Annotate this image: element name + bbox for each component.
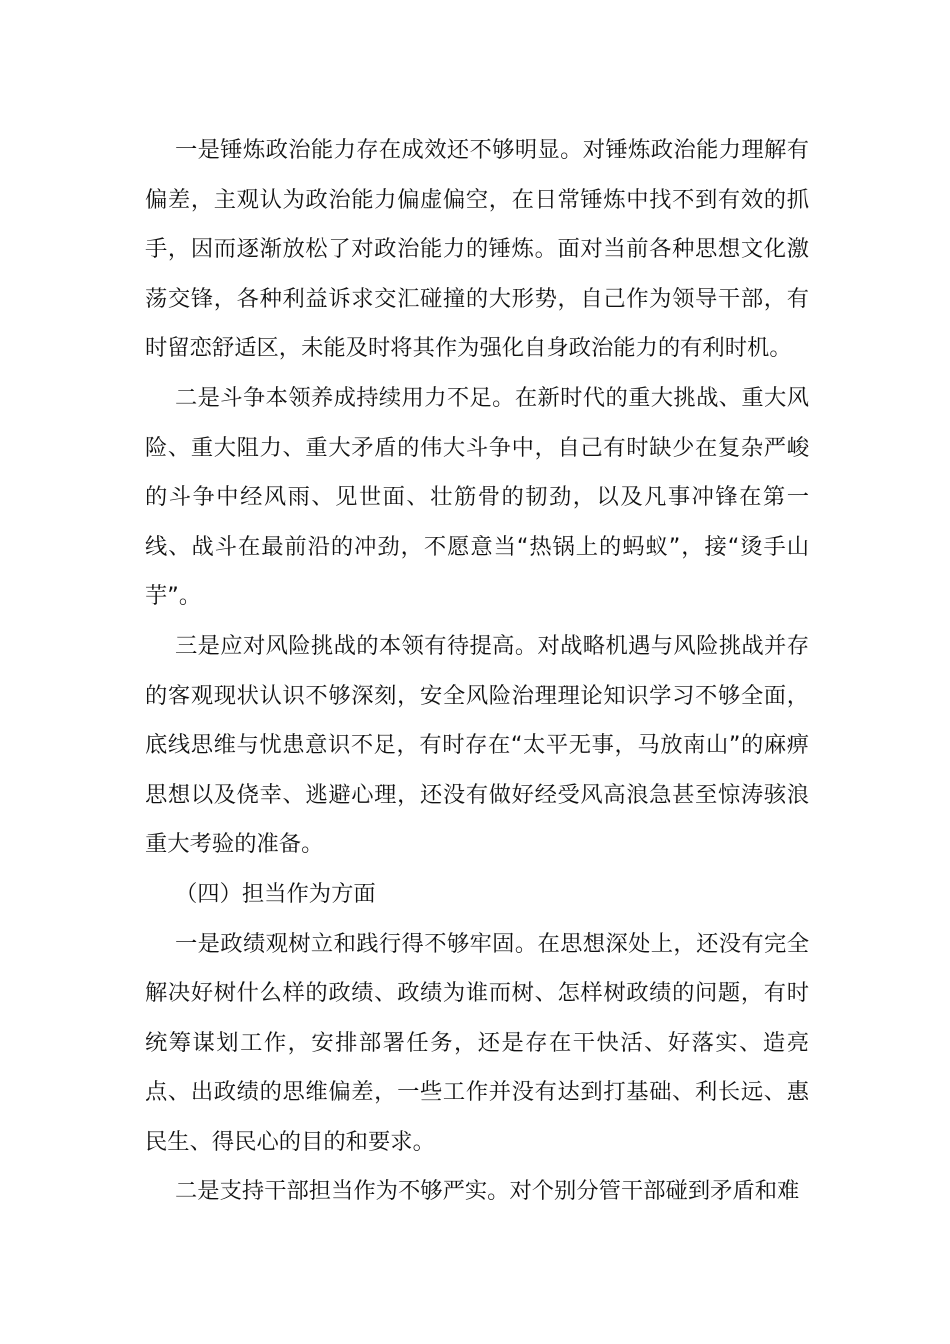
paragraph-political-ability: 一是锤炼政治能力存在成效还不够明显。对锤炼政治能力理解有偏差，主观认为政治能力偏虚偏空，在日常锤炼中找不到有效的抓手，因而逐渐放松了对政治能力的锤炼。面对当前各种思想文化激荡交锋，各种利益诉求交汇碰撞的大形势，自己作为领导干部，有时留恋舒适区，未能及时将其作为强化自身政治能力的有利时机。 <box>145 137 809 362</box>
document-body <box>145 126 809 1217</box>
section-heading: （四）担当作为方面 <box>175 880 376 907</box>
paragraph-risk-response: 三是应对风险挑战的本领有待提高。对战略机遇与风险挑战并存的客观现状认识不够深刻，安全风险治理理论知识学习不够全面，底线思维与忧患意识不足，有时存在“太平无事，马放南山”的麻痹思想以及侥幸、逃避心理，还没有做好经受风高浪急甚至惊涛骇浪重大考验的准备。 <box>145 632 809 858</box>
paragraph-cadre-support: 二是支持干部担当作为不够严实。对个别分管干部碰到矛盾和难 <box>175 1178 800 1205</box>
paragraph-struggle-skill: 二是斗争本领养成持续用力不足。在新时代的重大挑战、重大风险、重大阻力、重大矛盾的伟大斗争中，自己有时缺少在复杂严峻的斗争中经风雨、见世面、壮筋骨的韧劲，以及凡事冲锋在第一线、战斗在最前沿的冲劲，不愿意当“热锅上的蚂蚁”，接“烫手山芋”。 <box>145 384 809 610</box>
paragraph-performance-view: 一是政绩观树立和践行得不够牢固。在思想深处上，还没有完全解决好树什么样的政绩、政绩为谁而树、怎样树政绩的问题，有时统筹谋划工作，安排部署任务，还是存在干快活、好落实、造亮点、出政绩的思维偏差，一些工作并没有达到打基础、利长远、惠民生、得民心的目的和要求。 <box>145 930 809 1155</box>
